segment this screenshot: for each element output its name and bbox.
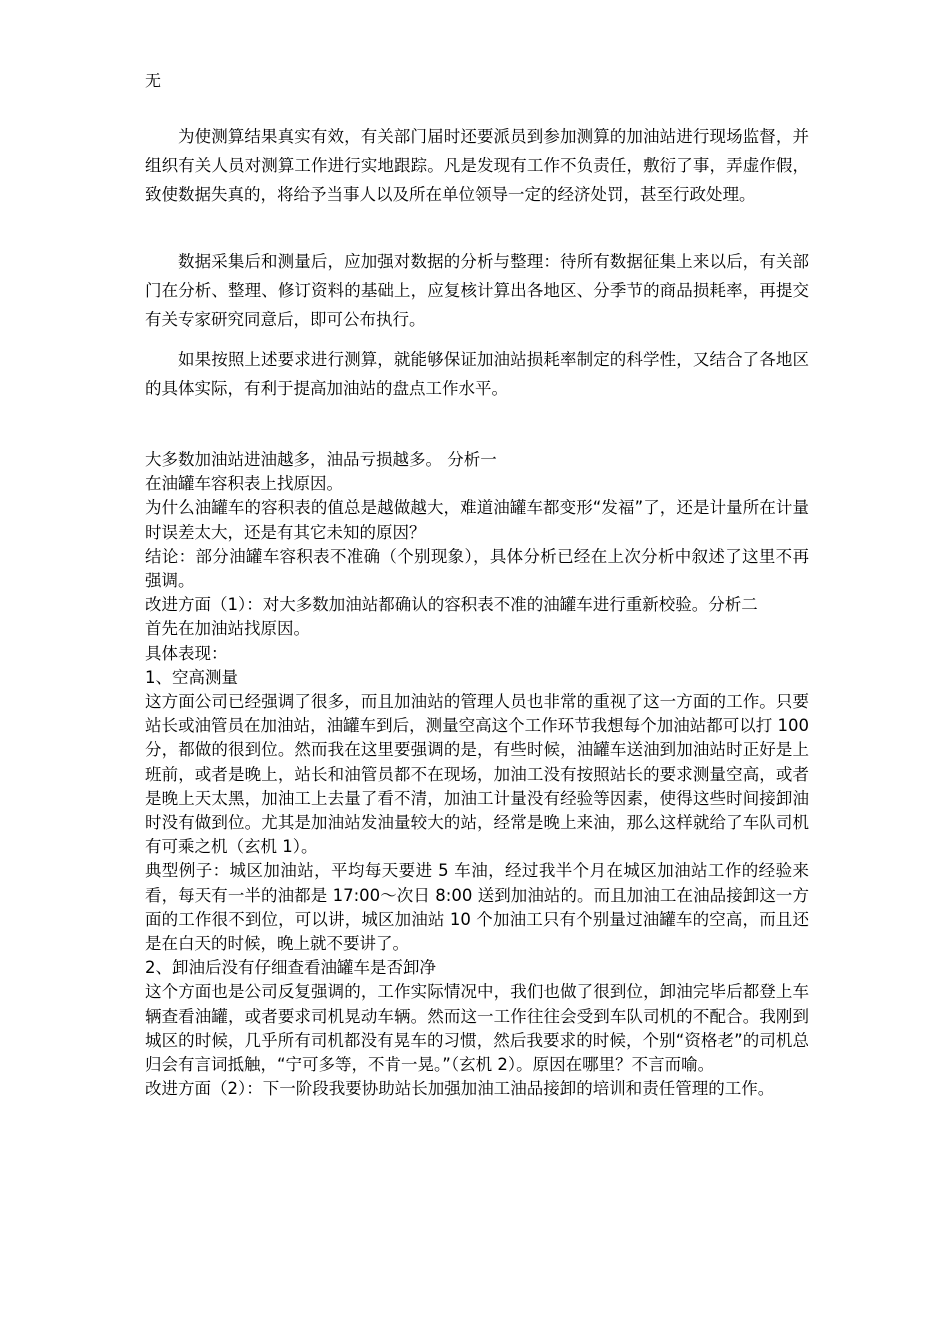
body-paragraph: 这个方面也是公司反复强调的，工作实际情况中，我们也做了很到位，卸油完毕后都登上车辆查看油罐，或者要求司机晃动车辆。然而这一工作往往会受到车队司机的不配合。我刚到城区的时候，几乎所有司机都没有晃车的习惯，然后我要求的时候，个别“资格老”的司机总归会有言词抵触，“宁可多等，不肯一晃。”（玄机 2）。原因在哪里？不言而喻。 (145, 982, 809, 1075)
analysis-section (145, 448, 809, 1101)
body-line: 首先在加油站找原因。 (145, 619, 310, 639)
paragraph-data-analysis: 数据采集后和测量后，应加强对数据的分析与整理：待所有数据征集上来以后，有关部门在分析、整理、修订资料的基础上，应复核计算出各地区、分季节的商品损耗率，再提交有关专家研究同意后，即可公布执行。 (145, 252, 809, 329)
body-paragraph: 这方面公司已经强调了很多，而且加油站的管理人员也非常的重视了这一方面的工作。只要站长或油管员在加油站，油罐车到后，测量空高这个工作环节我想每个加油站都可以打 100 分，都做的很到位。然而我在这里要强调的是，有些时候，油罐车送油到加油站时正好是上班前，或者是晚上，站长和油管员都不在现场，加油工没有按照站长的要求测量空高，或者是晚上天太黑，加油工上去量了看不清，加油工计量没有经验等因素，使得这些时间接卸油时没有做到位。尤其是加油站发油量较大的站，经常是晚上来油，那么这样就给了车队司机有可乘之机（玄机 1）。 (145, 692, 809, 857)
conclusion-line: 结论：部分油罐车容积表不准确（个别现象），具体分析已经在上次分析中叙述了这里不再强调。 (145, 546, 809, 591)
paragraph-field-supervision: 为使测算结果真实有效，有关部门届时还要派员到参加测算的加油站进行现场监督，并组织有关人员对测算工作进行实地跟踪。凡是发现有工作不负责任，敷衍了事，弄虚作假，致使数据失真的，将给予当事人以及所在单位领导一定的经济处罚，甚至行政处理。 (145, 127, 809, 204)
subheading-unloading-check: 2、卸油后没有仔细查看油罐车是否卸净 (145, 958, 436, 978)
improvement-line-2: 改进方面（2）：下一阶段我要协助站长加强加油工油品接卸的培训和责任管理的工作。 (145, 1079, 775, 1099)
body-line: 为什么油罐车的容积表的值总是越做越大，难道油罐车都变形“发福”了，还是计量所在计量时误差太大，还是有其它未知的原因？ (145, 498, 809, 542)
example-paragraph: 典型例子：城区加油站，平均每天要进 5 车油，经过我半个月在城区加油站工作的经验来看，每天有一半的油都是 17:00～次日 8:00 送到加油站的。而且加油工在油品接卸这一方面的工作很不到位，可以讲，城区加油站 10 个加油工只有个别量过油罐车的空高，而且还是在白天的时候，晚上就不要讲了。 (145, 861, 809, 954)
subheading-ullage-measurement: 1、空高测量 (145, 667, 238, 687)
header-word: 无 (145, 71, 162, 90)
body-line: 具体表现： (145, 643, 228, 663)
body-line: 在油罐车容积表上找原因。 (145, 474, 343, 494)
paragraph-conclusion: 如果按照上述要求进行测算，就能够保证加油站损耗率制定的科学性，又结合了各地区的具体实际，有利于提高加油站的盘点工作水平。 (145, 350, 809, 398)
improvement-line-1: 改进方面（1）：对大多数加油站都确认的容积表不准的油罐车进行重新校验。分析二 (145, 595, 758, 615)
section-heading-analysis-one: 大多数加油站进油越多，油品亏损越多。 分析一 (145, 450, 497, 469)
